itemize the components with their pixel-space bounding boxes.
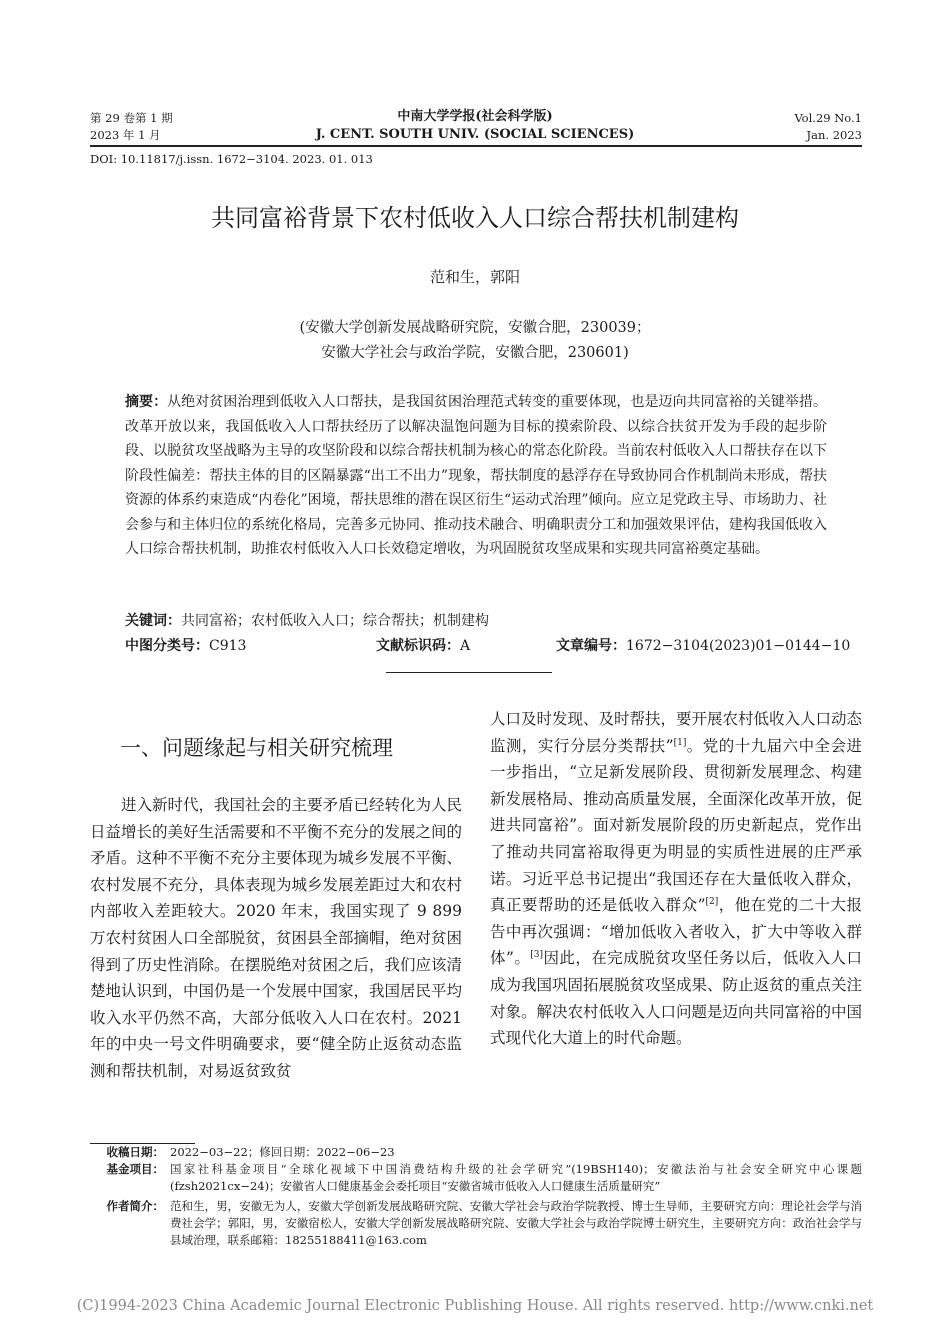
keywords-label: 关键词： [125,613,181,629]
header-date: 2023 年 1 月 [90,128,161,142]
article-title: 共同富裕背景下农村低收入人口综合帮扶机制建构 [211,204,739,232]
fund-value: 国家社科基金项目“全球化视域下中国消费结构升级的社会学研究”(19BSH140)；安徽法治与社会安全研究中心课题(fzsh2021cx−24)；安徽省人口健康基金会委托项目“安徽省城市低收入人口健康生活质量研究” [170,1162,862,1193]
abstract-label: 摘要： [125,394,168,410]
body-text: 。党的十九届六中全会进一步指出，“立足新发展阶段、贯彻新发展理念、构建新发展格局、推动高质量发展，全面深化改革开放，促进共同富裕”。面对新发展阶段的历史新起点，党作出了推动共同富裕取得更为明显的实质性进展的庄严承诺。习近平总书记提出“我国还存在大量低收入群众，真正要帮助的还是低收入群众” [490,736,863,915]
keywords-text: 共同富裕；农村低收入人口；综合帮扶；机制建构 [181,613,489,629]
authors: 范和生，郭阳 [429,268,520,286]
doc-label: 文献标识码： [376,638,460,654]
article-number [556,634,850,658]
received-value: 2022−03−22；修回日期：2022−06−23 [170,1145,395,1159]
body-text: ，他在党的二十大报告中再次强调：“增加低收入者收入，扩大中等收入群体”。 [490,896,862,968]
body-paragraph-continued [490,706,862,1052]
body-text: 人口及时发现、及时帮扶，要开展农村低收入人口动态监测，实行分层分类帮扶” [490,710,863,755]
article-value: 1672−3104(2023)01−0144−10 [626,638,851,654]
journal-name-cn: 中南大学学报(社会科学版) [397,109,553,124]
footnote-fund [90,1161,862,1195]
clc-value: C913 [209,638,247,654]
keywords [125,609,827,633]
footnote-author [90,1198,862,1252]
body-text: 因此，在完成脱贫攻坚任务以后，低收入人口成为我国巩固拓展脱贫攻坚成果、防止返贫的重点关注对象。解决农村低收入人口问题是迈向共同富裕的中国式现代化大道上的时代命题。 [490,949,863,1048]
section-heading: 一、问题缘起与相关研究梳理 [120,736,393,760]
header-volume: 第 29 卷第 1 期 [90,111,173,125]
abstract-separator [386,672,552,673]
article-label: 文章编号： [556,638,626,654]
reference-1[interactable]: [1] [673,737,687,748]
doc-value: A [460,638,471,654]
footnote-received [90,1144,862,1161]
fund-label: 基金项目： [106,1162,164,1176]
abstract [125,390,827,562]
header-vol-no: Vol.29 No.1 [794,111,862,125]
body-left-column [90,792,462,1085]
affiliation [0,316,950,366]
author-label: 作者简介： [106,1199,164,1213]
received-label: 收稿日期： [106,1145,164,1159]
clc-label: 中图分类号： [125,638,209,654]
header-rule [90,145,862,147]
doc-code [376,634,470,658]
reference-2[interactable]: [2] [705,897,719,907]
reference-3[interactable]: [3] [530,950,544,961]
doi: DOI: 10.11817/j.issn. 1672−3104. 2023. 01. 013 [90,152,373,166]
affiliation-line-1: (安徽大学创新发展战略研究院，安徽合肥，230039； [299,320,651,336]
affiliation-line-2: 安徽大学社会与政治学院，安徽合肥，230601) [321,345,629,361]
abstract-text: 从绝对贫困治理到低收入人口帮扶，是我国贫困治理范式转变的重要体现，也是迈向共同富裕的关键举措。改革开放以来，我国低收入人口帮扶经历了以解决温饱问题为目标的摸索阶段、以综合扶贫开发为手段的起步阶段、以脱贫攻坚战略为主导的攻坚阶段和以综合帮扶机制为核心的常态化阶段。当前农村低收入人口帮扶存在以下阶段性偏差：帮扶主体的目的区隔暴露“出工不出力”现象，帮扶制度的悬浮存在导致协同合作机制尚未形成，帮扶资源的体系约束造成“内卷化”困境，帮扶思维的潜在误区衍生“运动式治理”倾向。应立足党政主导、市场助力、社会参与和主体归位的系统化格局，完善多元协同、推动技术融合、明确职责分工和加强效果评估，建构我国低收入人口综合帮扶机制，助推农村低收入人口长效稳定增收，为巩固脱贫攻坚成果和实现共同富裕奠定基础。 [125,394,827,557]
journal-name-en: J. CENT. SOUTH UNIV. (SOCIAL SCIENCES) [315,127,635,142]
author-value: 范和生，男，安徽无为人，安徽大学创新发展战略研究院、安徽大学社会与政治学院教授、博士生导师，主要研究方向：理论社会学与消费社会学；郭阳，男，安徽宿松人，安徽大学创新发展战略研究院、安徽大学社会与政治学院博士研究生，主要研究方向：政治社会学与县域治理，联系邮箱：18255188411@163.com [170,1199,862,1247]
copyright-notice: (C)1994-2023 China Academic Journal Electronic Publishing House. All rights reserved. http://www.cnki.net [76,1298,874,1314]
body-right-column [490,706,862,1052]
body-paragraph: 进入新时代，我国社会的主要矛盾已经转化为人民日益增长的美好生活需要和不平衡不充分的发展之间的矛盾。这种不平衡不充分主要体现为城乡发展不平衡、农村发展不充分，具体表现为城乡发展差距过大和农村内部收入差距较大。2020 年末，我国实现了 9 899 万农村贫困人口全部脱贫，贫困县全部摘帽，绝对贫困得到了历史性消除。在摆脱绝对贫困之后，我们应该清楚地认识到，中国仍是一个发展中国家，我国居民平均收入水平仍然不高，大部分低收入人口在农村。2021 年的中央一号文件明确要求，要“健全防止返贫动态监测和帮扶机制，对易返贫致贫 [90,796,463,1080]
header-date-en: Jan. 2023 [806,128,862,142]
clc-code [125,634,246,658]
